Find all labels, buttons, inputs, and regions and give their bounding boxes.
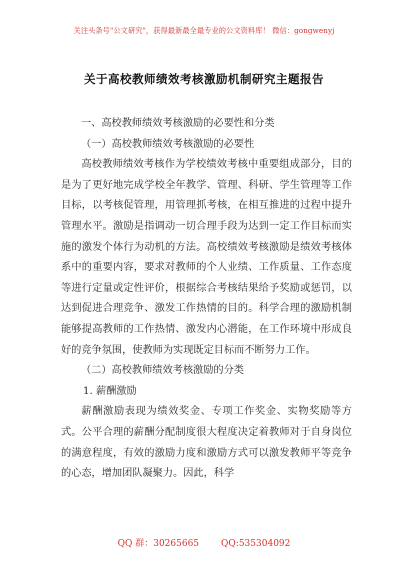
footer-contact <box>0 536 408 549</box>
paragraph-salary-incentive: 薪酬激励表现为绩效奖金、专项工作奖金、实物奖励等方式。公平合理的薪酬分配制度很大程度决定着教师对于自身岗位的满意程度，有效的激励力度和激励方式可以激发教师平等竞争的心态，增加团队凝聚力。因此，科学 <box>61 406 352 480</box>
item-heading-salary-incentive: 1. 薪酬激励 <box>83 385 137 397</box>
document-title: 关于高校教师绩效考核激励机制研究主题报告 <box>84 72 324 86</box>
document-body <box>61 114 352 485</box>
footer-qq: QQ:535304092 <box>221 539 291 549</box>
subsection-heading-necessity: （一）高校教师绩效考核激励的必要性 <box>81 138 255 150</box>
section-heading: 一、高校教师绩效考核激励的必要性和分类 <box>81 118 275 129</box>
header-notice: 关注头条号"公文研究"，获得最新最全最专业的公文资料库！ 微信：gongwenyj <box>73 26 335 35</box>
paragraph-necessity: 高校教师绩效考核作为学校绩效考核中重要组成部分，目的是为了更好地完成学校全年教学、管理、科研、学生管理等工作目标，以考核促管理，用管理抓考核，在相互推进的过程中提升管理水平。激励是指调动一切合理手段为达到一定工作目标而实施的激发个体行为动机的方法。高校绩效考核激励是绩效考核体系中的重要内容，要求对教师的个人业绩、工作质量、工作态度等进行定量或定性评价，根据综合考核结果给予奖励或惩罚，以达到促进合理竞争、激发工作热情的目的。科学合理的激励机制能够提高教师的工作热情、激发内心潜能，在工作环境中形成良好的竞争氛围，使教师为实现既定目标而不断努力工作。 <box>61 159 352 356</box>
footer-qq-group: QQ 群：30265665 <box>117 539 200 549</box>
subsection-heading-classification: （二）高校教师绩效考核激励的分类 <box>81 365 244 377</box>
